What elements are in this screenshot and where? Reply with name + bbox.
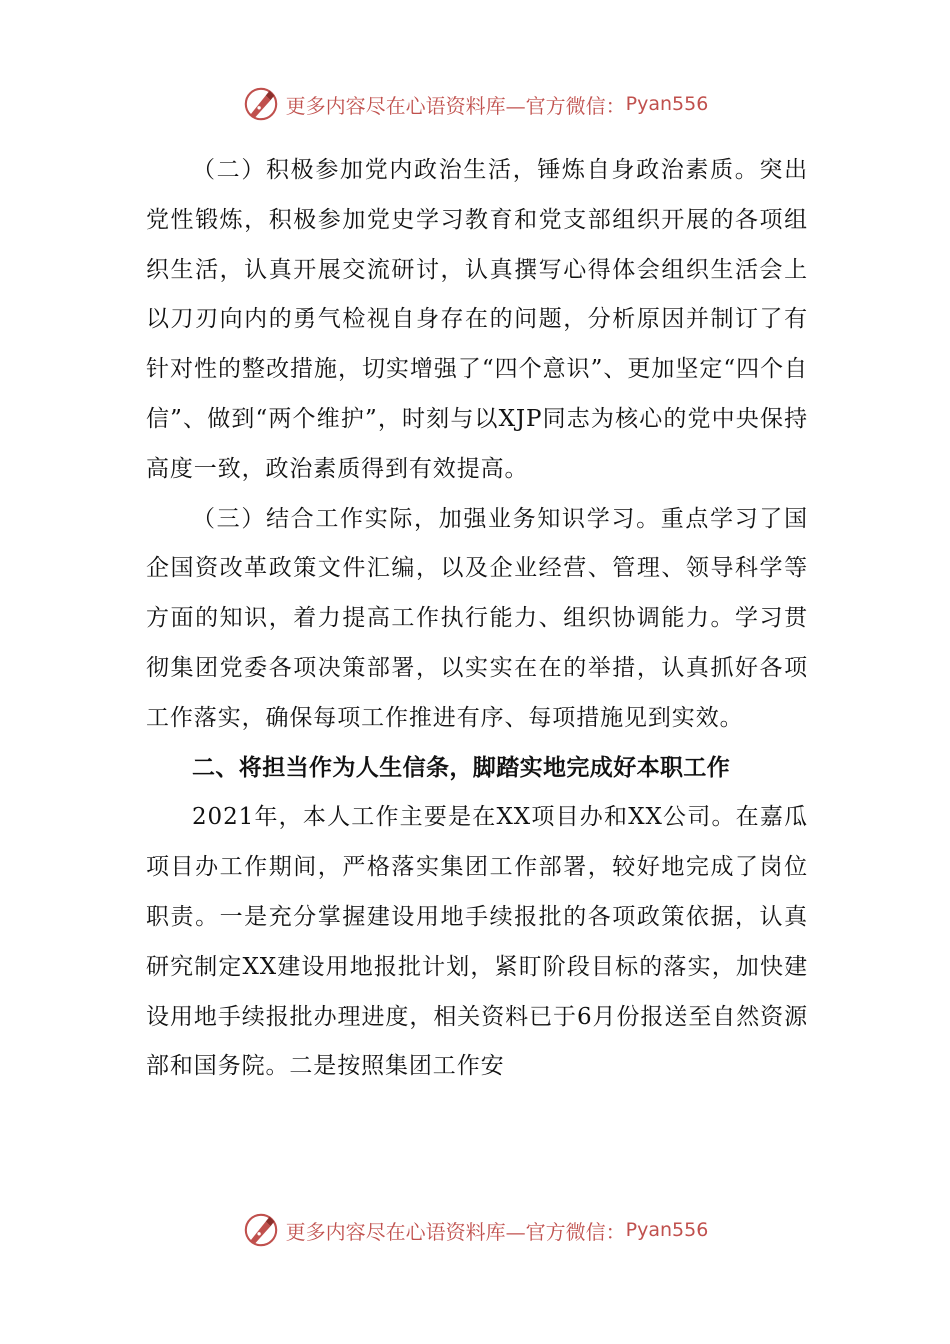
pen-nib-logo-icon bbox=[242, 1211, 280, 1249]
header-banner bbox=[0, 84, 950, 124]
paragraph-work-2021: 2021年，本人工作主要是在XX项目办和XX公司。在嘉瓜项目办工作期间，严格落实集团工作部署，较好地完成了岗位职责。一是充分掌握建设用地手续报批的各项政策依据，认真研究制定XX建设用地报批计划，紧盯阶段目标的落实，加快建设用地手续报批办理进度，相关资料已于6月份报送至自然资源部和国务院。二是按照集团工作安 bbox=[146, 804, 808, 1080]
wechat-id: Pyan556 bbox=[625, 1219, 709, 1241]
banner-text: 更多内容尽在心语资料库—官方微信： bbox=[285, 93, 626, 118]
banner-text: 更多内容尽在心语资料库—官方微信： bbox=[285, 1219, 626, 1244]
paragraph-business-study: （三）结合工作实际，加强业务知识学习。重点学习了国企国资改革政策文件汇编，以及企业经营、管理、领导科学等方面的知识，着力提高工作执行能力、组织协调能力。学习贯彻集团党委各项决策部署，以实实在在的举措，认真抓好各项工作落实，确保每项工作推进有序、每项措施见到实效。 bbox=[146, 505, 808, 731]
pen-nib-logo-icon bbox=[242, 85, 280, 123]
wechat-id: Pyan556 bbox=[625, 93, 709, 115]
paragraph-political-life: （二）积极参加党内政治生活，锤炼自身政治素质。突出党性锻炼，积极参加党史学习教育和党支部组织开展的各项组织生活，认真开展交流研讨，认真撰写心得体会组织生活会上以刀刃向内的勇气检视自身存在的问题，分析原因并制订了有针对性的整改措施，切实增强了“四个意识”、更加坚定“四个自信”、做到“两个维护”，时刻与以XJP同志为核心的党中央保持高度一致，政治素质得到有效提高。 bbox=[146, 157, 808, 482]
footer-banner bbox=[0, 1210, 950, 1250]
section-heading: 二、将担当作为人生信条，脚踏实地完成好本职工作 bbox=[192, 754, 731, 781]
document-body bbox=[146, 146, 808, 1092]
